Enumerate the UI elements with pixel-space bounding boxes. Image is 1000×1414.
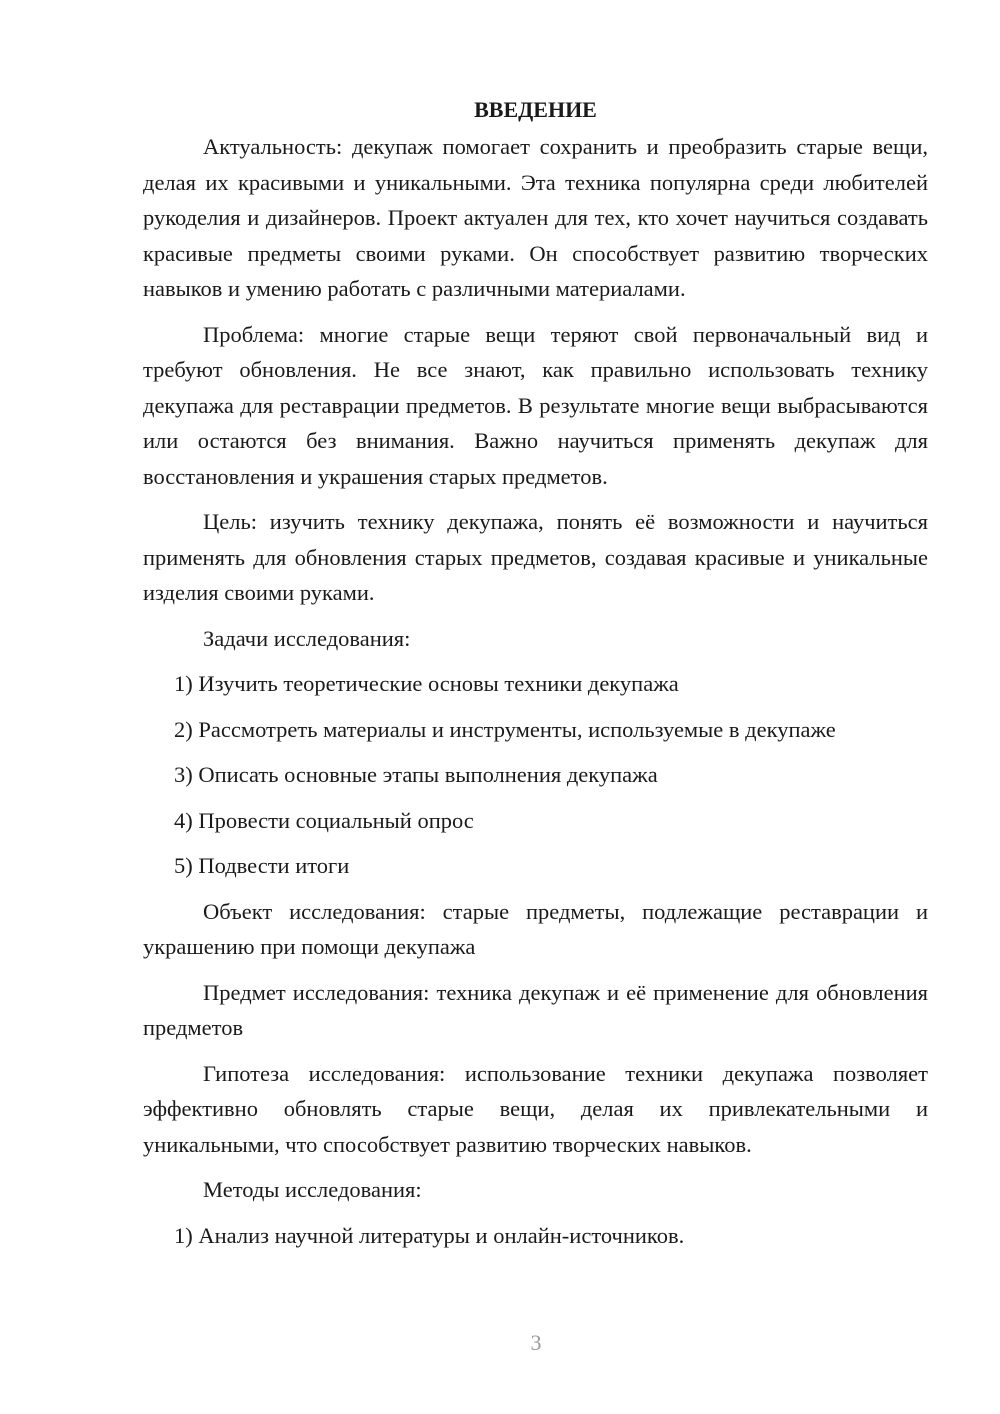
method-item: 1) Анализ научной литературы и онлайн-источников. xyxy=(174,1222,685,1248)
task-item: 2) Рассмотреть материалы и инструменты, используемые в декупаже xyxy=(174,716,836,742)
page-title: ВВЕДЕНИЕ xyxy=(474,97,597,122)
tasks-list xyxy=(143,666,928,884)
relevance-paragraph: Актуальность: декупаж помогает сохранить и преобразить старые вещи, делая их красивыми и уникальными. Эта техника популярна среди любителей рукоделия и дизайнеров. Проект актуален для тех, кто хочет научиться создавать красивые предметы своими руками. Он способствует развитию творческих навыков и умению работать с различными материалами. xyxy=(143,134,928,301)
task-item: 1) Изучить теоретические основы техники декупажа xyxy=(174,671,679,696)
problem-paragraph: Проблема: многие старые вещи теряют свой первоначальный вид и требуют обновления. Не все знают, как правильно использовать технику декупажа для реставрации предметов. В результате многие вещи выбрасываются или остаются без внимания. Важно научиться применять декупаж для восстановления и украшения старых предметов. xyxy=(143,321,928,489)
subject-paragraph: Предмет исследования: техника декупаж и её применение для обновления предметов xyxy=(143,979,928,1040)
page-content xyxy=(143,92,928,1263)
methods-heading: Методы исследования: xyxy=(203,1177,422,1202)
goal-paragraph: Цель: изучить технику декупажа, понять её возможности и научиться применять для обновления старых предметов, создавая красивые и уникальные изделия своими руками. xyxy=(143,509,928,605)
methods-list xyxy=(143,1218,928,1254)
task-item: 4) Провести социальный опрос xyxy=(174,807,474,833)
object-paragraph: Объект исследования: старые предметы, подлежащие реставрации и украшению при помощи декупажа xyxy=(143,898,928,959)
page-number: 3 xyxy=(530,1330,542,1355)
hypothesis-paragraph: Гипотеза исследования: использование техники декупажа позволяет эффективно обновлять старые вещи, делая их привлекательными и уникальными, что способствует развитию творческих навыков. xyxy=(143,1060,928,1157)
task-item: 5) Подвести итоги xyxy=(174,853,350,878)
task-item: 3) Описать основные этапы выполнения декупажа xyxy=(174,762,658,787)
tasks-heading: Задачи исследования: xyxy=(203,625,411,651)
